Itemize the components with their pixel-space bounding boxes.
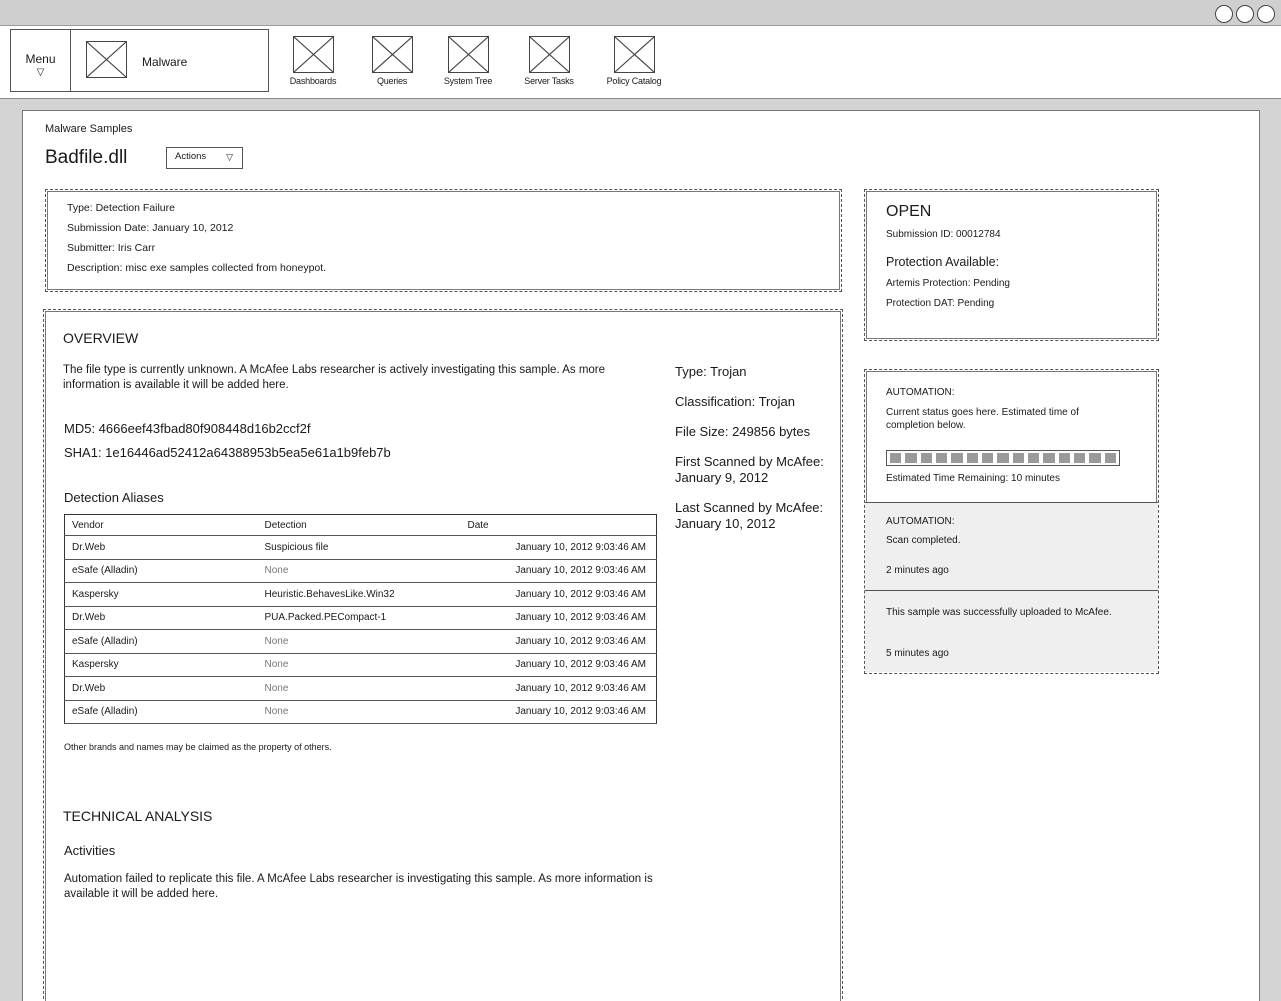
nav-server-tasks[interactable] xyxy=(509,36,589,86)
scan-status: Scan completed. xyxy=(886,535,961,546)
cell-vendor: Kaspersky xyxy=(65,583,258,607)
cell-date: January 10, 2012 9:03:46 AM xyxy=(461,583,657,607)
automation-scan-entry xyxy=(865,503,1158,591)
meta-description: Description: misc exe samples collected from honeypot. xyxy=(67,262,327,274)
maximize-button[interactable] xyxy=(1236,5,1254,23)
nav-queries[interactable] xyxy=(352,36,432,86)
dashboards-icon xyxy=(293,36,334,73)
sample-meta-panel xyxy=(45,189,842,292)
cell-detection: Suspicious file xyxy=(258,536,461,560)
activities-text: Automation failed to replicate this file. A McAfee Labs researcher is investigating this sample. As more information is available it will be added here. xyxy=(64,873,653,900)
cell-date: January 10, 2012 9:03:46 AM xyxy=(461,630,657,654)
cell-vendor: Kaspersky xyxy=(65,653,258,677)
actions-label: Actions xyxy=(175,151,207,162)
activities-title: Activities xyxy=(64,843,116,858)
cell-vendor: eSafe (Alladin) xyxy=(65,559,258,583)
scan-time: 2 minutes ago xyxy=(886,565,949,576)
cell-detection: None xyxy=(258,653,461,677)
table-row xyxy=(65,700,657,724)
overview-panel xyxy=(43,309,843,1001)
nav-label: Server Tasks xyxy=(524,76,574,86)
fact-classification: Classification: Trojan xyxy=(675,394,795,409)
cell-detection: PUA.Packed.PECompact-1 xyxy=(258,606,461,630)
upload-time: 5 minutes ago xyxy=(886,648,949,659)
nav-label: Policy Catalog xyxy=(606,76,662,86)
cell-vendor: Dr.Web xyxy=(65,536,258,560)
aliases-table xyxy=(64,514,657,724)
cell-date: January 10, 2012 9:03:46 AM xyxy=(461,536,657,560)
table-row xyxy=(65,583,657,607)
file-facts xyxy=(675,364,835,546)
top-navbar xyxy=(0,26,1281,99)
col-detection[interactable]: Detection xyxy=(258,515,461,536)
cell-detection: None xyxy=(258,630,461,654)
chevron-down-icon: ▽ xyxy=(226,152,233,162)
cell-date: January 10, 2012 9:03:46 AM xyxy=(461,653,657,677)
automation-status: Current status goes here. Estimated time of completion below. xyxy=(886,407,1079,431)
fact-file-size: File Size: 249856 bytes xyxy=(675,424,811,439)
menu-button[interactable] xyxy=(11,30,71,91)
meta-submission-date: Submission Date: January 10, 2012 xyxy=(67,222,234,234)
col-vendor[interactable]: Vendor xyxy=(65,515,258,536)
upload-message: This sample was successfully uploaded to McAfee. xyxy=(886,607,1112,618)
upload-entry xyxy=(865,591,1158,672)
progress-bar xyxy=(886,450,1120,466)
app-logo-icon xyxy=(86,41,127,78)
app-title: Malware xyxy=(142,55,188,69)
sha1-hash: SHA1: 1e16446ad52412a64388953b5ea5e61a1b9feb7b xyxy=(64,445,391,460)
cell-date: January 10, 2012 9:03:46 AM xyxy=(461,559,657,583)
chevron-down-icon: ▽ xyxy=(36,67,45,78)
automation-panel xyxy=(864,369,1159,674)
system-tree-icon xyxy=(448,36,489,73)
breadcrumb[interactable]: Malware Samples xyxy=(45,123,133,135)
window-controls xyxy=(1215,5,1275,23)
status-panel xyxy=(864,189,1159,341)
nav-label: System Tree xyxy=(443,76,493,86)
main-content xyxy=(22,110,1260,1001)
table-row xyxy=(65,559,657,583)
cell-detection: None xyxy=(258,559,461,583)
close-button[interactable] xyxy=(1257,5,1275,23)
automation-current xyxy=(865,370,1158,503)
table-row xyxy=(65,630,657,654)
nav-dashboards[interactable] xyxy=(273,36,353,86)
table-header-row xyxy=(65,515,657,536)
automation-label: AUTOMATION: xyxy=(886,516,955,527)
overview-title: OVERVIEW xyxy=(63,330,139,346)
cell-detection: None xyxy=(258,700,461,724)
overview-summary: The file type is currently unknown. A McAfee Labs researcher is actively investigating this sample. As more information is available it will be added here. xyxy=(63,364,606,391)
col-date[interactable]: Date xyxy=(461,515,657,536)
window-titlebar xyxy=(0,0,1281,26)
cell-vendor: Dr.Web xyxy=(65,606,258,630)
table-row xyxy=(65,606,657,630)
actions-dropdown[interactable] xyxy=(166,147,243,169)
meta-submitter: Submitter: Iris Carr xyxy=(67,242,156,254)
cell-vendor: Dr.Web xyxy=(65,677,258,701)
queries-icon xyxy=(372,36,413,73)
cell-date: January 10, 2012 9:03:46 AM xyxy=(461,606,657,630)
nav-label: Queries xyxy=(376,76,408,86)
cell-detection: None xyxy=(258,677,461,701)
aliases-title: Detection Aliases xyxy=(64,490,164,505)
submission-id: Submission ID: 00012784 xyxy=(886,229,1001,240)
protection-title: Protection Available: xyxy=(886,255,1000,269)
cell-vendor: eSafe (Alladin) xyxy=(65,630,258,654)
fact-type: Type: Trojan xyxy=(675,364,747,379)
menu-label: Menu xyxy=(25,52,56,66)
policy-catalog-icon xyxy=(614,36,655,73)
nav-policy-catalog[interactable] xyxy=(594,36,674,86)
nav-system-tree[interactable] xyxy=(428,36,508,86)
cell-vendor: eSafe (Alladin) xyxy=(65,700,258,724)
meta-type: Type: Detection Failure xyxy=(67,202,175,214)
server-tasks-icon xyxy=(529,36,570,73)
status-state: OPEN xyxy=(886,203,932,220)
page-title: Badfile.dll xyxy=(45,147,128,168)
minimize-button[interactable] xyxy=(1215,5,1233,23)
time-remaining: Estimated Time Remaining: 10 minutes xyxy=(886,473,1060,484)
fact-first-scanned: First Scanned by McAfee: January 9, 2012 xyxy=(675,454,824,485)
cell-date: January 10, 2012 9:03:46 AM xyxy=(461,677,657,701)
app-menu-box xyxy=(10,29,269,92)
artemis-protection: Artemis Protection: Pending xyxy=(886,278,1010,289)
footnote: Other brands and names may be claimed as the property of others. xyxy=(64,742,332,752)
md5-hash: MD5: 4666eef43fbad80f908448d16b2ccf2f xyxy=(64,421,311,436)
protection-dat: Protection DAT: Pending xyxy=(886,298,995,309)
cell-detection: Heuristic.BehavesLike.Win32 xyxy=(258,583,461,607)
table-row xyxy=(65,653,657,677)
table-row xyxy=(65,677,657,701)
tech-analysis-title: TECHNICAL ANALYSIS xyxy=(63,808,213,824)
automation-label: AUTOMATION: xyxy=(886,387,955,398)
nav-label: Dashboards xyxy=(289,76,337,86)
table-row xyxy=(65,536,657,560)
fact-last-scanned: Last Scanned by McAfee: January 10, 2012 xyxy=(675,500,824,531)
cell-date: January 10, 2012 9:03:46 AM xyxy=(461,700,657,724)
